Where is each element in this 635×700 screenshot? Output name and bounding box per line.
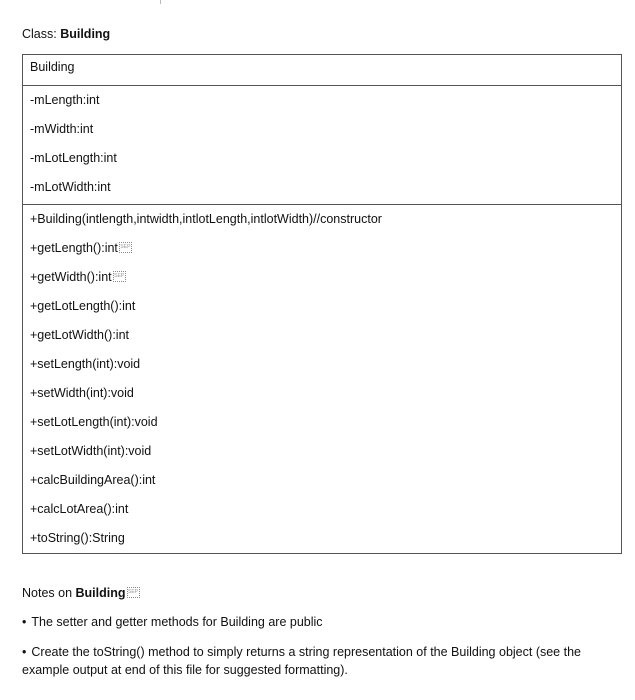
notes-heading-name: Building [75,586,126,600]
uml-attribute: -mWidth:int [30,122,94,136]
uml-method-text: +calcBuildingArea():int [30,473,156,487]
uml-method [23,437,621,466]
uml-method [23,495,621,524]
uml-method-text: +getLotWidth():int [30,328,130,342]
uml-method-text: +getLength():int [30,241,118,255]
uml-attribute: -mLength:int [30,93,100,107]
class-heading [22,27,110,41]
bullet-dot-icon: • [22,615,27,629]
uml-attributes-section [23,86,621,205]
uml-method-text: +setLotWidth(int):void [30,444,152,458]
uml-method-text: +setLotLength(int):void [30,415,158,429]
class-heading-prefix: Class: [22,27,61,41]
uml-method [23,205,621,234]
uml-attribute: -mLotLength:int [30,151,117,165]
uml-method-text: +setWidth(int):void [30,386,134,400]
uml-class-name-section [23,55,621,86]
uml-method-text: +toString():String [30,531,125,545]
uml-method-text: +calcLotArea():int [30,502,129,516]
uml-method [23,408,621,437]
uml-attribute: -mLotWidth:int [30,180,111,194]
uml-method [23,350,621,379]
sep-glyph-icon: SEP [119,242,132,253]
uml-class-diagram [22,54,622,554]
uml-method [23,524,621,553]
class-heading-name: Building [60,27,111,41]
uml-class-name: Building [30,60,75,74]
notes-bullet [22,613,612,631]
uml-method [23,263,621,292]
uml-method-text: +Building(intlength,intwidth,intlotLength,intlotWidth)//constructor [30,212,382,226]
uml-method [23,321,621,350]
notes-bullet-text: Create the toString() method to simply returns a string representation of the Building object (see the example output at end of this file for suggested formatting). [22,645,581,677]
uml-methods-section [23,205,621,553]
uml-method [23,234,621,263]
uml-method [23,379,621,408]
uml-method [23,292,621,321]
notes-heading-prefix: Notes on [22,586,76,600]
uml-method [23,466,621,495]
notes-bullet-text: The setter and getter methods for Building are public [31,615,323,629]
page-tick-mark [160,0,161,4]
notes-bullet [22,643,612,679]
bullet-dot-icon: • [22,645,27,659]
uml-method-text: +getWidth():int [30,270,112,284]
uml-method-text: +setLength(int):void [30,357,141,371]
sep-glyph-icon: SEP [113,271,126,282]
sep-glyph-icon: SEP [127,587,140,598]
notes-heading [22,586,140,600]
uml-method-text: +getLotLength():int [30,299,136,313]
